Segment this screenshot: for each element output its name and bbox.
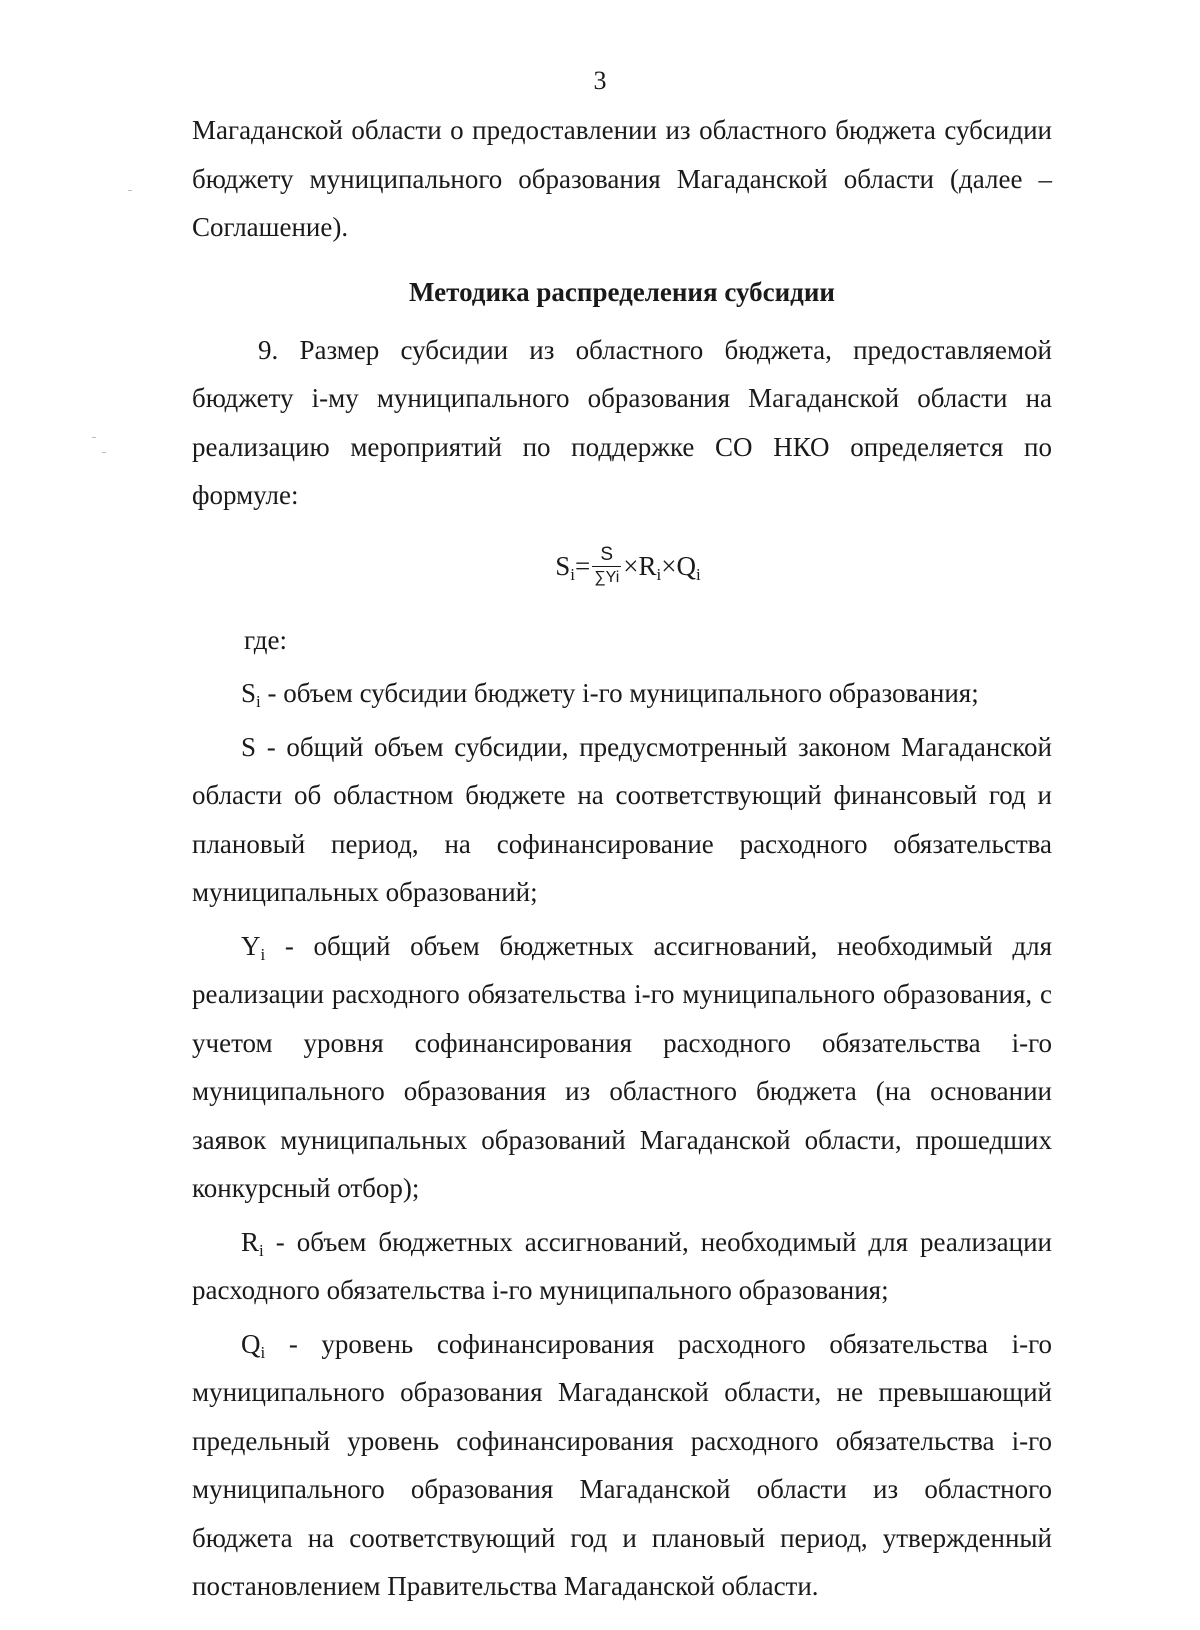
definition-symbol: S <box>241 731 257 762</box>
definition-si <box>192 669 1052 718</box>
definition-subscript: i <box>259 1240 264 1260</box>
scan-artifact <box>102 452 106 453</box>
formula-r-subscript: i <box>656 565 662 585</box>
formula-denominator: ∑Yi <box>594 569 620 586</box>
definition-text: - объем бюджетных ассигнований, необходимый для реализации расходного обязательства i-го муниципального образования; <box>192 1226 1052 1305</box>
definition-symbol: Q <box>241 1328 261 1359</box>
definition-ri <box>192 1218 1052 1315</box>
definition-symbol: R <box>241 1226 260 1257</box>
formula-rhs <box>623 542 700 591</box>
where-label: где: <box>244 624 287 655</box>
definition-text: - общий объем бюджетных ассигнований, необходимый для реализации расходного обязательства i-го муниципального образования, с учетом уровня софинансирования расходного обязательства i-го муниципального образования из областного бюджета (на основании заявок муниципальных образований Магаданской области, прошедших конкурсный отбор); <box>192 930 1052 1203</box>
formula-times-r: ×R <box>623 551 657 582</box>
formula-lhs-symbol: S <box>555 551 571 582</box>
formula-q-subscript: i <box>696 565 701 585</box>
definition-subscript: i <box>256 692 261 711</box>
definition-s <box>192 723 1052 917</box>
definition-subscript: i <box>260 944 266 964</box>
definition-yi <box>192 922 1052 1213</box>
formula-times-q: ×Q <box>661 551 697 582</box>
formula-numerator: S <box>600 544 614 565</box>
page-number: 3 <box>593 66 607 95</box>
definition-subscript: i <box>260 1342 266 1362</box>
section-heading: Методика распределения субсидии <box>409 276 835 307</box>
formula-lhs-subscript: i <box>570 565 576 585</box>
definition-qi <box>192 1320 1052 1611</box>
subsidy-formula <box>192 522 1052 612</box>
formula-fraction <box>592 545 621 588</box>
clause-9-paragraph: 9. Размер субсидии из областного бюджета, предоставляемой бюджету i-му муниципального образования Магаданской области на реализацию мероприятий по поддержке СО НКО определяется по формуле: <box>192 334 1052 510</box>
scan-artifact <box>92 437 96 438</box>
definition-text: - уровень софинансирования расходного обязательства i-го муниципального образования Магаданской области, не превышающий предельный уровень софинансирования расходного обязательства i-го муниципального образования Магаданской области из областного бюджета на соответствующий год и плановый период, утвержденный постановлением Правительства Магаданской области. <box>192 1328 1052 1601</box>
document-body <box>192 106 1052 1611</box>
definition-symbol: Y <box>241 930 261 961</box>
formula-equals: = <box>575 551 591 582</box>
intro-paragraph: Магаданской области о предоставлении из областного бюджета субсидии бюджету муниципального образования Магаданской области (далее – Соглашение). <box>192 115 1052 242</box>
definition-text: - общий объем субсидии, предусмотренный законом Магаданской области об областном бюджете на соответствующий финансовый год и плановый период, на софинансирование расходного обязательства муниципальных образований; <box>192 731 1052 907</box>
formula-lhs <box>555 542 590 591</box>
scan-artifact <box>128 190 132 191</box>
definition-symbol: S <box>241 678 257 708</box>
definition-text: - объем субсидии бюджету i-го муниципального образования; <box>260 678 979 708</box>
